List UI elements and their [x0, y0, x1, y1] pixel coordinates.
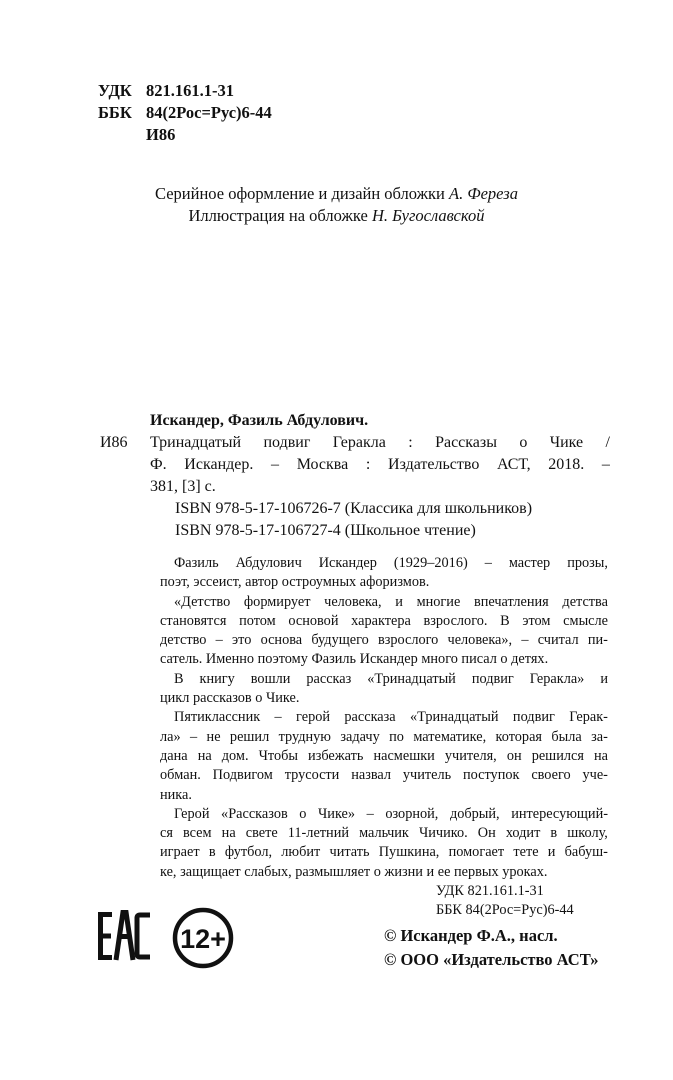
word: которая	[495, 728, 543, 745]
author-mark: И86	[146, 125, 176, 144]
word: Фазиль	[174, 555, 219, 571]
word: играет	[160, 844, 200, 861]
word: Издательство	[388, 456, 480, 473]
word: задачу	[340, 728, 380, 745]
word: назвал	[351, 767, 392, 784]
word: уче-	[582, 767, 608, 784]
word: «Рассказов	[221, 805, 288, 822]
age-rating-text: 12+	[180, 924, 226, 954]
word: :	[365, 456, 371, 473]
word: тете	[513, 844, 539, 861]
word: любит	[281, 844, 321, 861]
word: взрослого	[377, 632, 439, 649]
word: –	[215, 632, 223, 649]
annotation-paragraph-5	[160, 805, 608, 882]
word: –	[366, 805, 374, 822]
annotation-paragraph-4	[160, 708, 608, 804]
annotation-line	[160, 843, 608, 862]
word: впечатления	[473, 593, 549, 610]
word: своего	[531, 767, 571, 784]
word: «Тринадцатый	[367, 670, 456, 687]
word: трусости	[284, 767, 340, 784]
word: школу,	[567, 825, 608, 842]
word: герой	[296, 709, 331, 726]
annotation-line	[160, 766, 608, 785]
word: детства	[562, 593, 608, 610]
annotation-line: ника.	[160, 786, 192, 803]
record-author: Искандер, Фазиль Абдулович.	[150, 412, 369, 429]
illustration-text: Иллюстрация на обложке	[188, 206, 372, 225]
annotation-line	[160, 805, 608, 824]
word: подвиг	[512, 709, 555, 726]
word: –	[521, 632, 529, 649]
word: формирует	[243, 593, 311, 610]
word: Абдулович	[235, 555, 302, 571]
word: дана	[160, 747, 188, 764]
word: подвиг	[263, 434, 311, 451]
word: насмешки	[373, 747, 435, 764]
record-body	[150, 432, 610, 498]
word: математике,	[413, 728, 487, 745]
word: Чике	[549, 434, 584, 451]
word: ходит	[505, 825, 541, 842]
word: многие	[416, 593, 461, 610]
word: становятся	[160, 612, 227, 629]
annotation-line: поэт, эссеист, автор остроумных афоризмов.	[160, 574, 430, 591]
annotation	[160, 554, 608, 921]
word: человека,	[324, 593, 382, 610]
word: считал	[537, 632, 579, 649]
word: рассказа	[344, 709, 396, 726]
word: Пятиклассник	[174, 709, 261, 726]
word: ся	[160, 825, 173, 842]
word: поступок	[462, 767, 520, 784]
word: –	[484, 555, 492, 571]
word: обман.	[160, 767, 201, 784]
word: прозы,	[567, 555, 608, 571]
word: ла»	[160, 728, 181, 745]
bbk-label: ББК	[98, 103, 132, 122]
eac-mark-icon	[96, 910, 152, 967]
word: всем	[183, 825, 212, 842]
annotation-line	[160, 708, 608, 727]
word: рассказ	[306, 670, 352, 687]
record-mark: И86	[100, 434, 128, 451]
word: за-	[591, 728, 608, 745]
illustration-credit	[0, 205, 673, 227]
word: /	[605, 434, 610, 451]
word: Герой	[174, 805, 210, 822]
word: детство	[160, 632, 207, 649]
word: он	[506, 747, 522, 764]
word: Пушкина,	[378, 844, 440, 861]
word: :	[408, 434, 413, 451]
word: и	[395, 593, 403, 610]
word: смысле	[563, 612, 608, 629]
age-rating-badge	[170, 907, 236, 974]
word: читать	[329, 844, 370, 861]
bbk-value: 84(2Рос=Рус)6-44	[146, 103, 272, 122]
word: Ф.	[150, 456, 167, 473]
word: пи-	[587, 632, 608, 649]
word: В	[500, 612, 510, 629]
word: на	[593, 747, 608, 764]
word: учителя,	[444, 747, 497, 764]
word: решил	[229, 728, 270, 745]
word: Геракла»	[529, 670, 585, 687]
word: не	[206, 728, 221, 745]
word: помогает	[448, 844, 505, 861]
word: была	[551, 728, 582, 745]
word: свете	[245, 825, 278, 842]
bbk-row	[98, 102, 272, 124]
annotation-line	[160, 631, 608, 650]
word: и	[547, 844, 556, 861]
record-title-line	[150, 432, 610, 454]
annotation-paragraph-1	[160, 554, 608, 593]
word: Рассказы	[435, 434, 497, 451]
word: (1929–2016)	[393, 555, 468, 571]
annotation-line	[160, 728, 608, 747]
word: будущего	[311, 632, 369, 649]
word: Чтобы	[258, 747, 298, 764]
cover-design-credit	[0, 183, 673, 205]
word: избежать	[308, 747, 364, 764]
annotation-line	[160, 670, 608, 689]
udk-label: УДК	[98, 81, 132, 100]
annotation-paragraph-2	[160, 593, 608, 670]
annotation-line	[160, 554, 608, 573]
word: АСТ,	[497, 456, 531, 473]
word: футбол,	[224, 844, 273, 861]
record-entry	[100, 432, 610, 498]
isbn-2: ISBN 978-5-17-106727-4 (Школьное чтение)	[175, 522, 476, 539]
word: Искандер.	[184, 456, 254, 473]
copyright-publisher: © ООО «Издательство АСТ»	[384, 950, 599, 969]
word: о	[299, 805, 307, 822]
annotation-line: сатель. Именно поэтому Фазиль Искандер много писал о детях.	[160, 651, 549, 668]
word: –	[274, 709, 282, 726]
annotation-line	[160, 824, 608, 843]
copyright-author: © Искандер Ф.А., насл.	[384, 926, 558, 945]
word: –	[271, 456, 280, 473]
word: –	[601, 456, 610, 473]
word: мальчик	[359, 825, 409, 842]
word: книгу	[199, 670, 235, 687]
cover-design-text: Серийное оформление и дизайн обложки	[155, 184, 449, 203]
cover-designer-name: А. Фереза	[449, 184, 518, 203]
word: дом.	[221, 747, 249, 764]
word: «Тринадцатый	[410, 709, 499, 726]
annotation-bbk: ББК 84(2Рос=Рус)6-44	[436, 902, 574, 919]
annotation-line	[160, 747, 608, 766]
annotation-line	[160, 593, 608, 612]
word: В	[174, 670, 184, 687]
annotation-udk: УДК 821.161.1-31	[436, 883, 544, 900]
word: на	[221, 825, 236, 842]
bibliographic-record	[100, 410, 610, 542]
word: озорной,	[385, 805, 439, 822]
classification-codes	[98, 80, 272, 146]
annotation-line: цикл рассказов о Чике.	[160, 690, 300, 707]
design-credits	[0, 183, 673, 227]
word: –	[190, 728, 198, 745]
word: Подвигом	[212, 767, 273, 784]
word: основа	[260, 632, 303, 649]
word: бабуш-	[564, 844, 608, 861]
word: в	[208, 844, 216, 861]
copyright-block	[384, 924, 599, 972]
illustrator-name: Н. Бугославской	[371, 206, 485, 225]
word: учитель	[402, 767, 452, 784]
word: взрослого.	[423, 612, 488, 629]
word: Чике»	[318, 805, 356, 822]
word: Герак-	[569, 709, 608, 726]
word: 2018.	[548, 456, 585, 473]
word: о	[519, 434, 528, 451]
word: добрый,	[449, 805, 500, 822]
isbn-1: ISBN 978-5-17-106726-7 (Классика для школьников)	[175, 500, 533, 517]
word: характера	[351, 612, 411, 629]
word: по	[389, 728, 404, 745]
word: вошли	[250, 670, 291, 687]
word: мастер	[508, 555, 551, 571]
word: 11-летний	[287, 825, 349, 842]
word: подвиг	[471, 670, 514, 687]
word: Тринадцатый	[150, 434, 242, 451]
word: решился	[531, 747, 584, 764]
word: это	[232, 632, 252, 649]
udk-row	[98, 80, 272, 102]
word: на	[197, 747, 212, 764]
word: в	[550, 825, 558, 842]
record-publisher-line	[150, 454, 610, 476]
annotation-line: ке, защищает слабых, размышляет о жизни и ее первых уроках.	[160, 863, 548, 880]
word: этом	[522, 612, 551, 629]
word: Москва	[296, 456, 349, 473]
record-pages-line: 381, [3] с.	[150, 478, 216, 495]
annotation-line	[160, 612, 608, 631]
word: человека»,	[447, 632, 513, 649]
word: Искандер	[318, 555, 377, 571]
word: интересующий-	[511, 805, 608, 822]
udk-value: 821.161.1-31	[146, 81, 234, 100]
word: потом	[239, 612, 276, 629]
word: Он	[477, 825, 496, 842]
annotation-paragraph-3	[160, 670, 608, 709]
word: трудную	[278, 728, 331, 745]
word: основой	[288, 612, 339, 629]
word: и	[600, 670, 608, 687]
word: Чичико.	[418, 825, 468, 842]
word: Геракла	[332, 434, 386, 451]
word: «Детство	[174, 593, 231, 610]
